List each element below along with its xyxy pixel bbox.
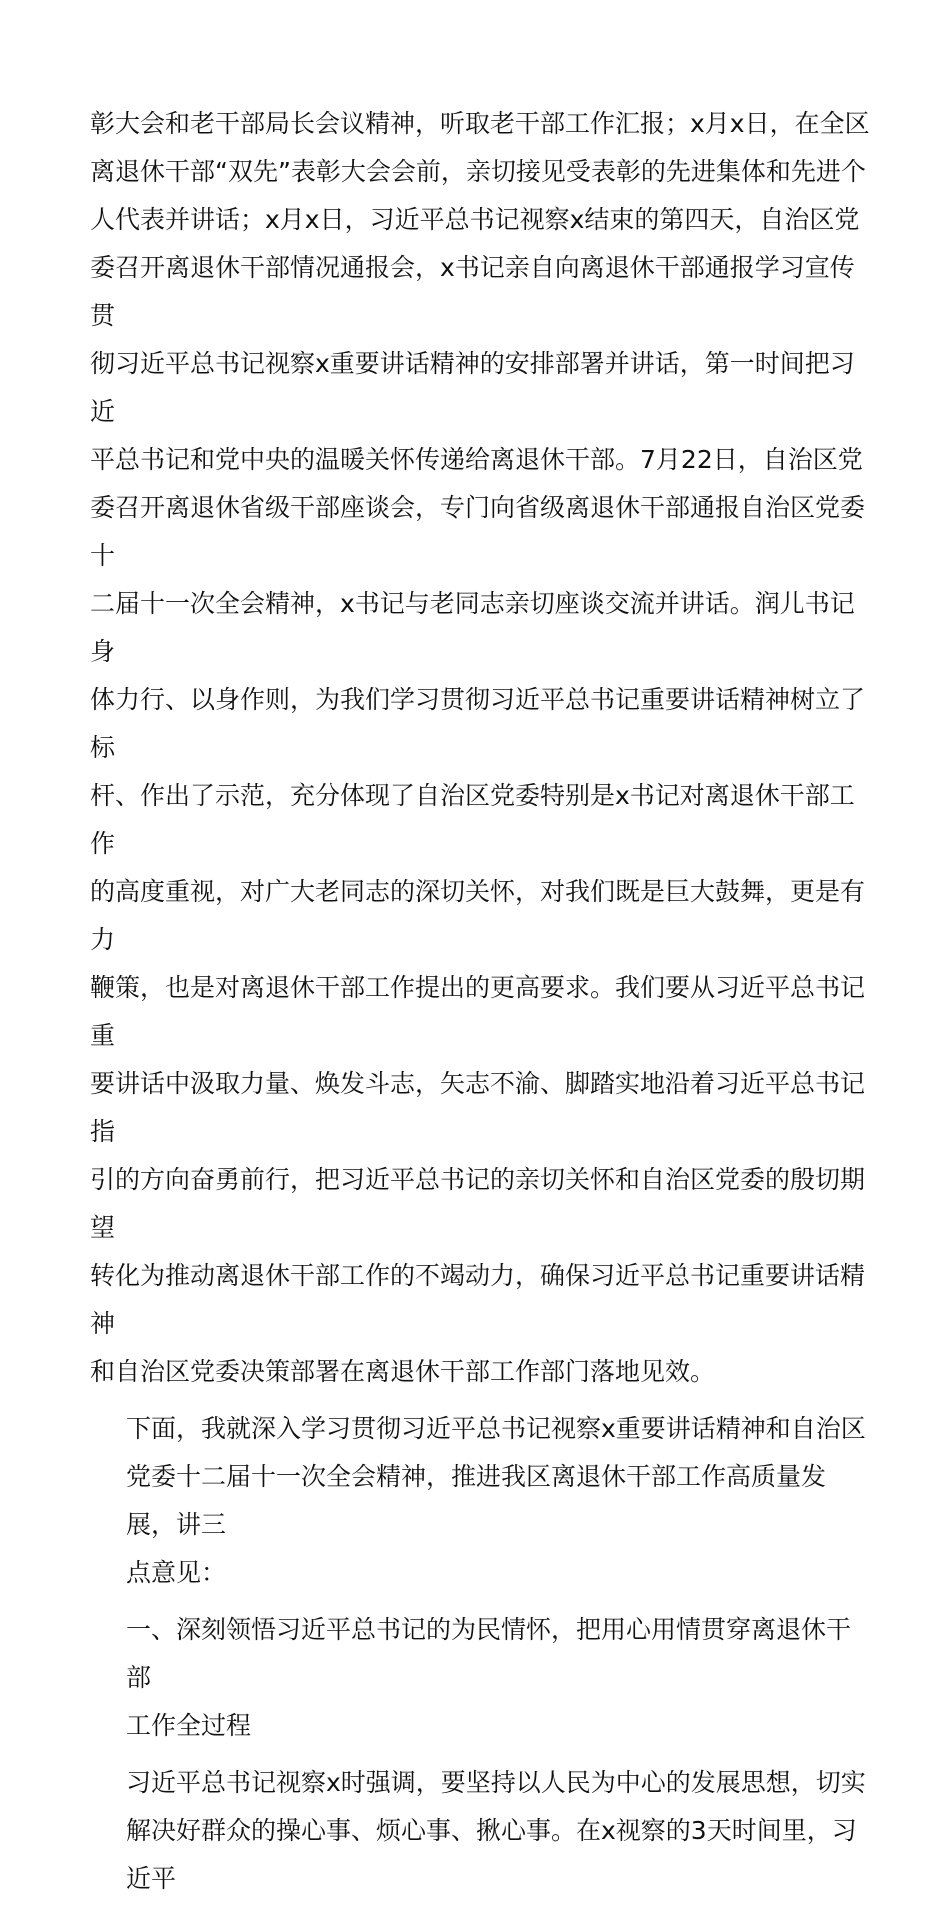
paragraph-section-one-body: 习近平总书记视察x时强调，要坚持以人民为中心的发展思想，切实 解决好群众的操心事、烦心事、揪心事。在x视察的3天时间里，习近平 bbox=[126, 1768, 866, 1893]
paragraph-opinions-intro: 下面，我就深入学习贯彻习近平总书记视察x重要讲话精神和自治区 党委十二届十一次全会精神，推进我区离退休干部工作高质量发展，讲三 点意见： bbox=[126, 1414, 866, 1587]
paragraph-continuation: 彰大会和老干部局长会议精神，听取老干部工作汇报；x月x日，在全区 离退休干部“双先”表彰大会会前，亲切接见受表彰的先进集体和先进个 人代表并讲话；x月x日，习近平总书记视察x结束的第四天，自治区党 委召开离退休干部情况通报会，x书记亲自向离退休干部通报学习宣传贯 彻习近平总书记视察x重要讲话精神的安排部署并讲话，第一时间把习近 平总书记和党中央的温暖关怀传递给离退休干部。7月22日，自治区党 委召开离退休省级干部座谈会，专门向省级离退休干部通报自治区党委十 二届十一次全会精神，x书记与老同志亲切座谈交流并讲话。润儿书记身 体力行、以身作则，为我们学习贯彻习近平总书记重要讲话精神树立了标 杆、作出了示范，充分体现了自治区党委特别是x书记对离退休干部工作 的高度重视，对广大老同志的深切关怀，对我们既是巨大鼓舞，更是有力 鞭策，也是对离退休干部工作提出的更高要求。我们要从习近平总书记重 要讲话中汲取力量、焕发斗志，矢志不渝、脚踏实地沿着习近平总书记指 引的方向奋勇前行，把习近平总书记的亲切关怀和自治区党委的殷切期望 转化为推动离退休干部工作的不竭动力，确保习近平总书记重要讲话精神 和自治区党委决策部署在离退休干部工作部门落地见效。 bbox=[90, 109, 870, 1386]
document-body bbox=[90, 100, 870, 1912]
section-heading-one: 一、深刻领悟习近平总书记的为民情怀，把用心用情贯穿离退休干部 工作全过程 bbox=[126, 1615, 852, 1740]
